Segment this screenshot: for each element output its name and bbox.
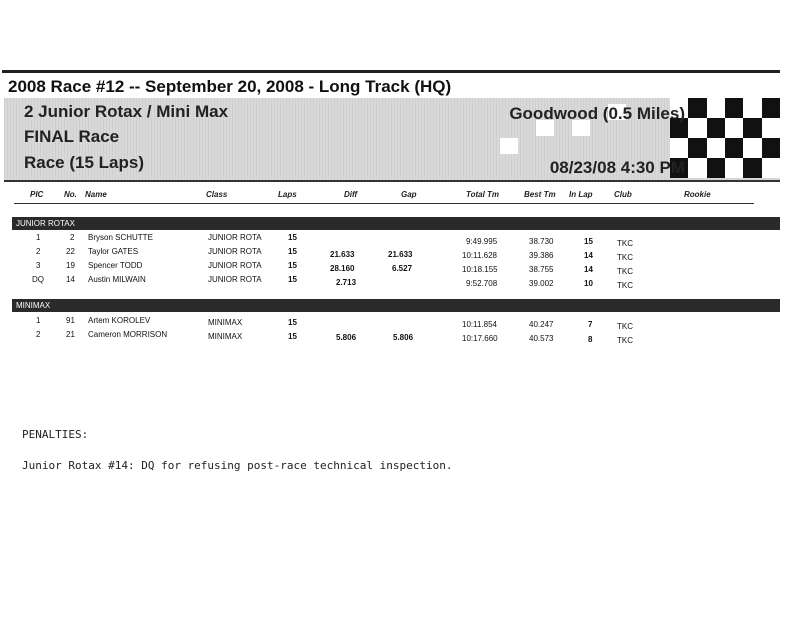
cell-club: TKC <box>617 322 633 331</box>
cell-name: Spencer TODD <box>88 261 143 270</box>
col-header-diff: Diff <box>344 190 358 199</box>
cell-laps: 15 <box>288 233 297 242</box>
cell-best: 38.755 <box>529 265 554 274</box>
penalties-heading: PENALTIES: <box>22 428 89 441</box>
table-row <box>0 247 800 261</box>
cell-inlap: 10 <box>584 279 593 288</box>
cell-total: 9:52.708 <box>466 279 498 288</box>
cell-pic: 3 <box>36 261 41 270</box>
cell-gap: 21.633 <box>388 250 413 259</box>
cell-best: 38.730 <box>529 237 554 246</box>
section-bar-minimax: MINIMAX <box>12 299 780 312</box>
cell-total: 10:18.155 <box>462 265 498 274</box>
cell-laps: 15 <box>288 275 297 284</box>
col-header-gap: Gap <box>401 190 417 199</box>
cell-club: TKC <box>617 253 633 262</box>
cell-class: MINIMAX <box>208 318 243 327</box>
cell-total: 10:11.628 <box>462 251 497 260</box>
cell-club: TKC <box>617 281 633 290</box>
class-line: 2 Junior Rotax / Mini Max <box>24 102 229 121</box>
race-date-time: 08/23/08 4:30 PM <box>549 158 685 177</box>
cell-club: TKC <box>617 336 633 345</box>
cell-pic: 2 <box>36 330 41 339</box>
cell-diff: 2.713 <box>336 278 357 287</box>
cell-laps: 15 <box>288 332 297 341</box>
col-header-club: Club <box>614 190 632 199</box>
cell-best: 39.386 <box>529 251 554 260</box>
col-header-class: Class <box>206 190 228 199</box>
table-row <box>0 261 800 275</box>
cell-diff: 5.806 <box>336 333 357 342</box>
cell-total: 10:17.660 <box>462 334 498 343</box>
race-info-line: Race (15 Laps) <box>24 153 144 172</box>
cell-inlap: 8 <box>588 335 593 344</box>
col-header-laps: Laps <box>278 190 297 199</box>
cell-best: 40.247 <box>529 320 554 329</box>
cell-diff: 28.160 <box>330 264 355 273</box>
cell-no: 91 <box>66 316 75 325</box>
cell-name: Cameron MORRISON <box>88 330 168 339</box>
cell-best: 40.573 <box>529 334 554 343</box>
penalty-note: Junior Rotax #14: DQ for refusing post-race technical inspection. <box>22 459 453 472</box>
cell-diff: 21.633 <box>330 250 355 259</box>
col-header-no: No. <box>64 190 77 199</box>
cell-name: Austin MILWAIN <box>88 275 146 284</box>
cell-class: JUNIOR ROTA <box>208 275 262 284</box>
col-header-inlap: In Lap <box>569 190 593 199</box>
track-name: Goodwood (0.5 Miles) <box>509 104 685 123</box>
cell-club: TKC <box>617 239 633 248</box>
cell-no: 21 <box>66 330 75 339</box>
header-rule <box>14 203 754 204</box>
cell-no: 19 <box>66 261 75 270</box>
cell-no: 2 <box>70 233 75 242</box>
table-row <box>0 275 800 289</box>
col-header-name: Name <box>85 190 107 199</box>
session-line: FINAL Race <box>24 127 120 146</box>
cell-club: TKC <box>617 267 633 276</box>
cell-inlap: 7 <box>588 320 593 329</box>
cell-no: 14 <box>66 275 75 284</box>
cell-inlap: 14 <box>584 265 593 274</box>
cell-name: Taylor GATES <box>88 247 139 256</box>
cell-no: 22 <box>66 247 75 256</box>
col-header-pic: PIC <box>30 190 44 199</box>
race-header-box <box>4 98 780 182</box>
cell-pic: 1 <box>36 316 41 325</box>
cell-inlap: 14 <box>584 251 593 260</box>
cell-total: 9:49.995 <box>466 237 498 246</box>
section-bar-junior-rotax: JUNIOR ROTAX <box>12 217 780 230</box>
cell-best: 39.002 <box>529 279 554 288</box>
cell-pic: DQ <box>32 275 44 284</box>
cell-class: JUNIOR ROTA <box>208 233 262 242</box>
cell-pic: 2 <box>36 247 41 256</box>
cell-total: 10:11.854 <box>462 320 497 329</box>
table-row <box>0 233 800 247</box>
cell-inlap: 15 <box>584 237 593 246</box>
cell-class: JUNIOR ROTA <box>208 261 262 270</box>
cell-gap: 6.527 <box>392 264 413 273</box>
col-header-best: Best Tm <box>524 190 556 199</box>
col-header-total: Total Tm <box>466 190 500 199</box>
cell-class: MINIMAX <box>208 332 243 341</box>
cell-class: JUNIOR ROTA <box>208 247 262 256</box>
race-title: 2008 Race #12 -- September 20, 2008 - Long Track (HQ) <box>2 70 780 98</box>
cell-name: Bryson SCHUTTE <box>88 233 153 242</box>
fade-square <box>500 138 518 154</box>
cell-laps: 15 <box>288 261 297 270</box>
col-header-rookie: Rookie <box>684 190 711 199</box>
cell-pic: 1 <box>36 233 41 242</box>
checkered-flag <box>670 98 780 178</box>
cell-name: Artem KOROLEV <box>88 316 151 325</box>
cell-laps: 15 <box>288 318 297 327</box>
table-row <box>0 316 800 330</box>
cell-gap: 5.806 <box>393 333 414 342</box>
cell-laps: 15 <box>288 247 297 256</box>
table-row <box>0 330 800 344</box>
